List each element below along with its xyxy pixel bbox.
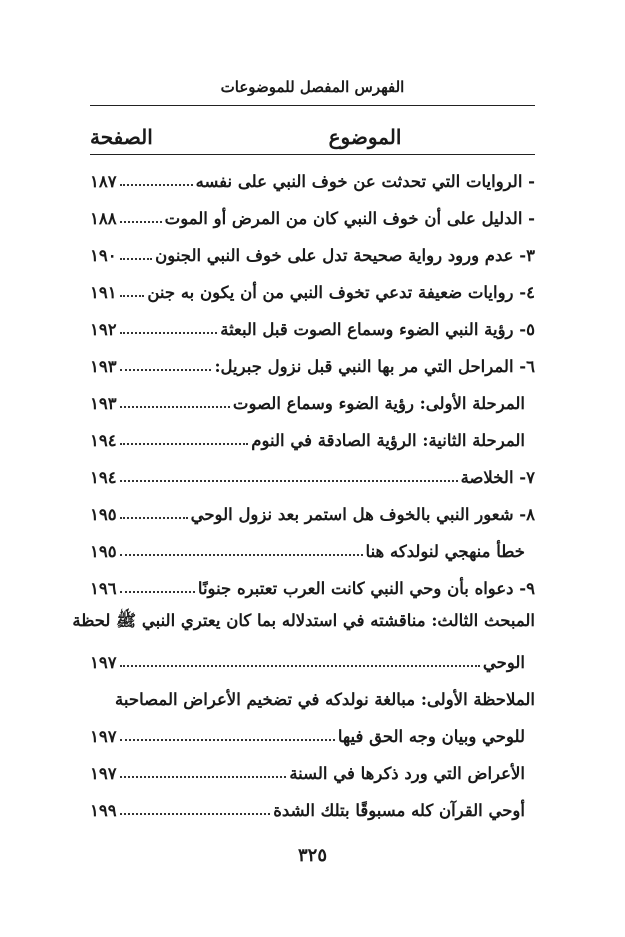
toc-entry — [90, 757, 535, 783]
toc-entry-page: ١٩٤ — [90, 431, 117, 450]
leader-dots — [120, 258, 153, 260]
leader-dots — [120, 295, 145, 297]
toc-entry-page: ١٨٧ — [90, 172, 117, 191]
toc-entry-title: المرحلة الأولى: رؤية الضوء وسماع الصوت — [232, 394, 525, 413]
toc-entry-title: للوحي وبيان وجه الحق فيها — [337, 727, 525, 746]
toc-entry — [90, 646, 535, 672]
leader-dots — [120, 480, 458, 482]
toc-entry-page: ١٩٩ — [90, 801, 117, 820]
leader-dots — [120, 739, 335, 741]
toc-entry-page: ١٩٥ — [90, 505, 117, 524]
toc-entry-title: الأعراض التي ورد ذكرها في السنة — [289, 764, 525, 783]
toc-entry-heading — [90, 683, 535, 709]
page-number: ٣٢٥ — [297, 845, 327, 866]
toc-entry-title: ٧- الخلاصة — [460, 468, 535, 487]
toc-entry-title: أوحي القرآن كله مسبوقًا بتلك الشدة — [273, 801, 525, 820]
toc-entry-page: ١٨٨ — [90, 209, 117, 228]
toc-entry-page: ١٩٢ — [90, 320, 117, 339]
leader-dots — [120, 776, 287, 778]
toc-entry-title: خطأ منهجي لنولدكه هنا — [365, 542, 525, 561]
toc-entry-page: ١٩٧ — [90, 727, 117, 746]
toc-entry-title: - الدليل على أن خوف النبي كان من المرض أو الموت — [164, 209, 535, 228]
column-header-subject: الموضوع — [328, 125, 402, 149]
leader-dots — [120, 221, 162, 223]
toc-entry — [90, 424, 535, 450]
toc-entry — [90, 202, 535, 228]
leader-dots — [120, 406, 230, 408]
toc-entry — [90, 165, 535, 191]
toc-entry-title: المرحلة الثانية: الرؤية الصادقة في النوم — [251, 431, 525, 450]
toc-entry-title: ٨- شعور النبي بالخوف هل استمر بعد نزول الوحي — [190, 505, 535, 524]
toc-entry-title: ٩- دعواه بأن وحي النبي كانت العرب تعتبره جنونًا — [197, 579, 535, 598]
toc-entry-title: ٥- رؤية النبي الضوء وسماع الصوت قبل البعثة — [220, 320, 535, 339]
toc-entry-page: ١٩٧ — [90, 764, 117, 783]
toc-entry-title: المبحث الثالث: مناقشته في استدلاله بما كان يعتري النبي ﷺ لحظة — [72, 611, 535, 630]
leader-dots — [120, 332, 218, 334]
toc-entry — [90, 498, 535, 524]
running-head: الفهرس المفصل للموضوعات — [220, 78, 405, 96]
leader-dots — [120, 184, 193, 186]
toc-entry-title: الملاحظة الأولى: مبالغة نولدكه في تضخيم الأعراض المصاحبة — [115, 690, 535, 709]
toc-entry — [90, 794, 535, 820]
column-header-page: الصفحة — [90, 125, 153, 149]
toc-entry-page: ١٩٣ — [90, 394, 117, 413]
toc-entry — [90, 572, 535, 598]
column-header-rule — [90, 154, 535, 155]
toc-entry-page: ١٩٧ — [90, 653, 117, 672]
toc-entry — [90, 387, 535, 413]
toc-entry — [90, 313, 535, 339]
toc-entry — [90, 239, 535, 265]
header-rule — [90, 105, 535, 106]
toc-entry-page: ١٩٣ — [90, 357, 117, 376]
leader-dots — [120, 665, 480, 667]
leader-dots — [120, 443, 249, 445]
toc-entry — [90, 535, 535, 561]
toc-entry-title: ٤- روايات ضعيفة تدعي تخوف النبي من أن يكون به جنن — [147, 283, 535, 302]
toc-entry-page: ١٩٥ — [90, 542, 117, 561]
toc-entry-page: ١٩١ — [90, 283, 117, 302]
toc-entry — [90, 720, 535, 746]
leader-dots — [120, 813, 271, 815]
toc-entry — [90, 461, 535, 487]
leader-dots — [120, 554, 363, 556]
toc-entry-title: الوحي — [482, 653, 525, 672]
toc-entry-title: ٦- المراحل التي مر بها النبي قبل نزول جبريل: — [214, 357, 535, 376]
toc-entry — [90, 350, 535, 376]
leader-dots — [120, 591, 195, 593]
toc-entry-title: - الروايات التي تحدثت عن خوف النبي على نفسه — [195, 172, 535, 191]
toc-entry-page: ١٩٦ — [90, 579, 117, 598]
toc-entry — [90, 276, 535, 302]
toc-entry-page: ١٩٤ — [90, 468, 117, 487]
toc-entry-page: ١٩٠ — [90, 246, 117, 265]
toc-entry-title: ٣- عدم ورود رواية صحيحة تدل على خوف النبي الجنون — [155, 246, 535, 265]
toc-entry-section-heading — [72, 609, 535, 635]
leader-dots — [120, 517, 188, 519]
leader-dots — [120, 369, 212, 371]
